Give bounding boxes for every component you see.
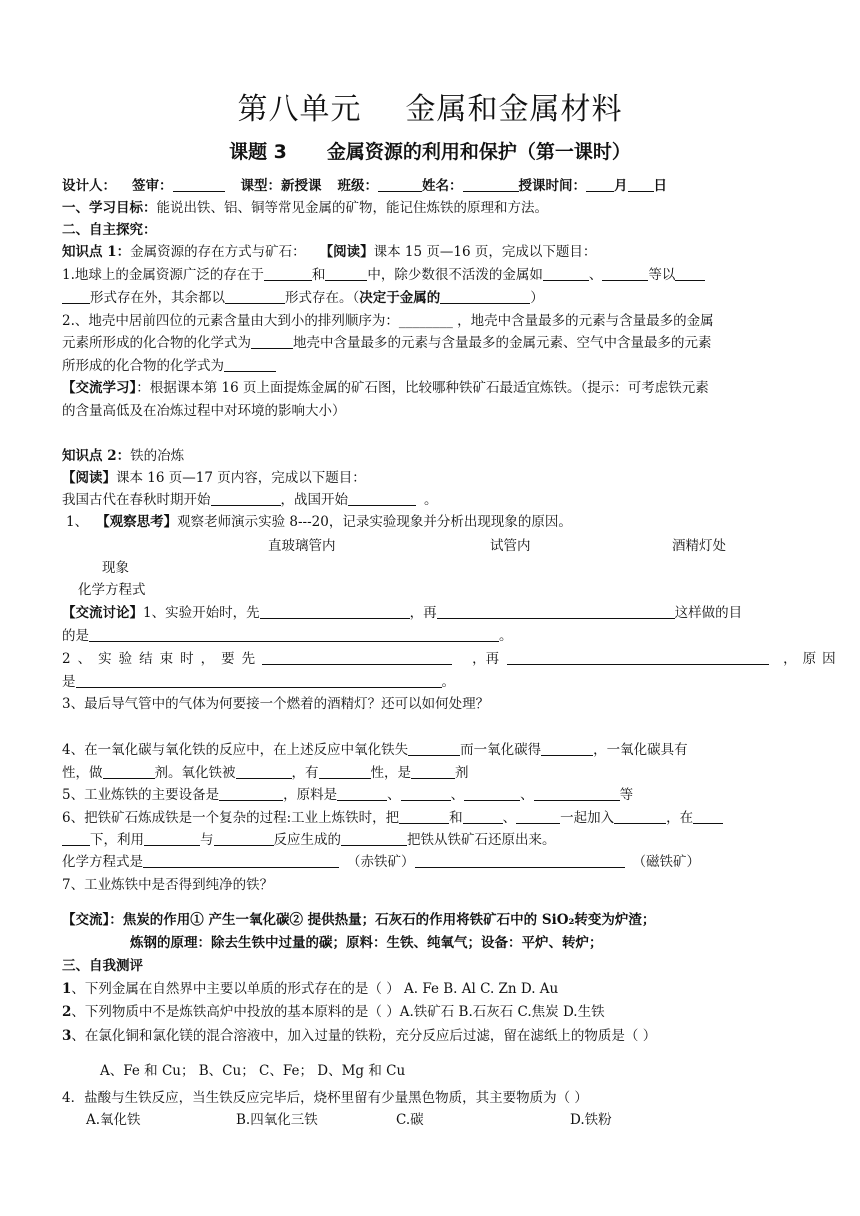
text: 形式存在外，其余都以 bbox=[90, 290, 225, 306]
text: 所形成的化合物的化学式为 bbox=[62, 358, 224, 374]
blank bbox=[348, 491, 416, 506]
title-unit: 第八单元 bbox=[237, 92, 362, 127]
blank bbox=[411, 764, 455, 779]
blank bbox=[464, 786, 520, 801]
blank bbox=[236, 764, 292, 779]
text: 中，除少数很不活泼的金属如 bbox=[367, 267, 543, 283]
text: ，再 bbox=[409, 605, 437, 621]
disc-1-line1 bbox=[62, 603, 802, 623]
blank bbox=[225, 289, 285, 304]
text: （赤铁矿） bbox=[347, 854, 415, 870]
equation-line bbox=[62, 852, 802, 872]
blank bbox=[440, 289, 530, 304]
blank bbox=[507, 650, 769, 665]
text: 、 bbox=[502, 810, 517, 826]
text: 1.地球上的金属资源广泛的存在于 bbox=[62, 267, 264, 283]
blank bbox=[319, 764, 371, 779]
blank bbox=[399, 809, 449, 824]
text: 性，做 bbox=[62, 765, 103, 781]
text: 是 bbox=[62, 674, 76, 690]
blank bbox=[401, 786, 451, 801]
text: 课本 16 页—17 页内容，完成以下题目： bbox=[116, 470, 366, 486]
text: 1 bbox=[62, 981, 72, 997]
text: 3 bbox=[62, 1028, 72, 1044]
time-label: 授课时间： bbox=[518, 178, 586, 194]
discussion-tag: 【交流讨论】 bbox=[62, 605, 143, 621]
text: 剂 bbox=[455, 765, 469, 781]
subtitle-lesson: 课题 3 bbox=[229, 141, 287, 163]
blank bbox=[437, 604, 675, 619]
text: 4、在一氧化碳与氧化铁的反应中，在上述反应中氧化铁失 bbox=[62, 742, 409, 758]
disc-5 bbox=[62, 785, 802, 805]
text: 1、实验开始时，先 bbox=[143, 605, 260, 621]
blank bbox=[144, 831, 200, 846]
text: 与 bbox=[200, 832, 214, 848]
text: 、 bbox=[450, 787, 465, 803]
test-q4: 4．盐酸与生铁反应，当生铁反应完毕后，烧杯里留有少量黑色物质，其主要物质为（ ） bbox=[62, 1090, 588, 1106]
col-test-tube: 试管内 bbox=[490, 538, 531, 554]
kp1-read-tag: 【阅读】 bbox=[319, 244, 374, 260]
kp1-label: 知识点 1： bbox=[62, 244, 131, 260]
row-phenomenon: 现象 bbox=[102, 560, 129, 576]
text: 。 bbox=[441, 674, 455, 690]
text: ，原因 bbox=[783, 651, 842, 667]
text: ） bbox=[530, 290, 544, 306]
text: 、 bbox=[387, 787, 401, 803]
reviewer-label: 签审： bbox=[132, 178, 173, 194]
row-equation: 化学方程式 bbox=[78, 582, 146, 598]
text: 、 bbox=[588, 267, 603, 283]
blank bbox=[408, 741, 460, 756]
disc-1-line2 bbox=[62, 626, 802, 646]
text: 化学方程式是 bbox=[62, 854, 143, 870]
disc-2-line2 bbox=[62, 672, 802, 692]
kp1-q2-line3 bbox=[62, 356, 802, 376]
observe-tag: 【观察思考】 bbox=[96, 514, 178, 530]
learning-goals bbox=[62, 198, 802, 218]
blank bbox=[251, 334, 293, 349]
kp2-header bbox=[62, 446, 802, 466]
kp2-label: 知识点 2： bbox=[62, 448, 131, 464]
exchange-note-2: 炼钢的原理：除去生铁中过量的碳；原料：生铁、纯氧气；设备：平炉、转炉； bbox=[130, 935, 603, 951]
blank bbox=[62, 289, 90, 304]
blank bbox=[534, 786, 620, 801]
blank bbox=[602, 266, 648, 281]
day-label: 日 bbox=[653, 178, 667, 194]
text: 一起加入 bbox=[560, 810, 615, 826]
text: 5、工业炼铁的主要设备是 bbox=[62, 787, 220, 803]
text: ：根据课本第 16 页上面提炼金属的矿石图，比较哪种铁矿石最适宜炼铁。（提示：可考虑铁元素 bbox=[136, 380, 709, 396]
month-label: 月 bbox=[614, 178, 628, 194]
kp2-read-tag: 【阅读】 bbox=[62, 470, 116, 486]
disc-6-line2 bbox=[62, 830, 802, 850]
text: 。 bbox=[499, 628, 513, 644]
blank bbox=[693, 809, 723, 824]
text: 这样做的目 bbox=[674, 605, 743, 621]
blank bbox=[325, 266, 367, 281]
text: 决定于金属的 bbox=[359, 290, 441, 306]
disc-6-line1 bbox=[62, 808, 802, 828]
section-1-text: 能说出铁、铝、铜等常见金属的矿物，能记住炼铁的原理和方法。 bbox=[156, 200, 548, 216]
option-d: D.铁粉 bbox=[570, 1112, 612, 1128]
text: ，一氧化碳具有 bbox=[593, 742, 688, 758]
month-blank bbox=[586, 177, 614, 192]
text: ，战国开始 bbox=[280, 492, 348, 508]
kp1-header bbox=[62, 242, 802, 262]
class-label: 班级： bbox=[337, 178, 378, 194]
test-q1 bbox=[62, 979, 802, 999]
text: 形式存在。（ bbox=[285, 290, 360, 306]
blank bbox=[415, 853, 625, 868]
blank bbox=[214, 831, 274, 846]
kp1-q2-line2 bbox=[62, 333, 802, 353]
text: （磁铁矿） bbox=[632, 854, 700, 870]
disc-3: 3、最后导气管中的气体为何要接一个燃着的酒精灯？还可以如何处理？ bbox=[62, 696, 490, 712]
text: ，原料是 bbox=[283, 787, 338, 803]
text: 、 bbox=[520, 787, 534, 803]
text: 我国古代在春秋时期开始 bbox=[62, 492, 211, 508]
disc-2-line1 bbox=[62, 649, 842, 669]
text: 、下列金属在自然界中主要以单质的形式存在的是（ ） A. Fe B. Al C. Zn D. Au bbox=[71, 981, 559, 997]
blank bbox=[262, 650, 452, 665]
kp1-q2-line1: 2.、地壳中居前四位的元素含量由大到小的排列顺序为：________ ，地壳中含量最多的元素与含量最多的金属 bbox=[62, 313, 714, 329]
lesson-type: 课型：新授课 bbox=[240, 178, 322, 194]
text: 地壳中含量最多的元素与含量最多的金属元素、空气中含量最多的元素 bbox=[293, 335, 712, 351]
page-subtitle bbox=[0, 137, 860, 164]
text: 反应生成的 bbox=[273, 832, 341, 848]
meta-line bbox=[62, 176, 802, 196]
name-label: 姓名： bbox=[422, 178, 463, 194]
blank bbox=[76, 673, 442, 688]
designer-label: 设计人： bbox=[62, 178, 116, 194]
kp1-q1-line1 bbox=[62, 265, 802, 285]
text: 元素所形成的化合物的化学式为 bbox=[62, 335, 251, 351]
section-3-heading: 三、自我测评 bbox=[62, 958, 143, 974]
title-topic: 金属和金属材料 bbox=[405, 92, 623, 127]
disc-7: 7、工业炼铁中是否得到纯净的铁？ bbox=[62, 877, 274, 893]
text: 和 bbox=[449, 810, 463, 826]
kp2-observe bbox=[66, 512, 802, 532]
disc-4-line2 bbox=[62, 763, 802, 783]
col-alcohol-lamp: 酒精灯处 bbox=[672, 538, 726, 554]
kp1-exchange-line2: 的含量高低及在冶炼过程中对环境的影响大小） bbox=[62, 403, 346, 419]
disc-4-line1 bbox=[62, 740, 802, 760]
text: 6、把铁矿石炼成铁是一个复杂的过程:工业上炼铁时，把 bbox=[62, 810, 400, 826]
blank bbox=[219, 786, 283, 801]
blank bbox=[541, 741, 593, 756]
blank bbox=[543, 266, 589, 281]
page-title bbox=[0, 84, 860, 128]
section-1-heading: 一、学习目标： bbox=[62, 200, 157, 216]
text: 剂。氧化铁被 bbox=[154, 765, 236, 781]
kp1-q1-line2 bbox=[62, 288, 802, 308]
subtitle-topic: 金属资源的利用和保护（第一课时） bbox=[326, 141, 631, 163]
kp1-exchange-line1 bbox=[62, 378, 802, 398]
text: 把铁从铁矿石还原出来。 bbox=[407, 832, 556, 848]
option-a: A.氧化铁 bbox=[86, 1112, 141, 1128]
exchange-tag: 【交流学习】 bbox=[62, 380, 137, 396]
blank bbox=[337, 786, 387, 801]
text: 等 bbox=[619, 787, 634, 803]
kp1-read-text: 课本 15 页—16 页，完成以下题目： bbox=[373, 244, 597, 260]
test-q3 bbox=[62, 1026, 802, 1046]
blank bbox=[260, 604, 410, 619]
kp2-history bbox=[62, 490, 802, 510]
text: 而一氧化碳得 bbox=[460, 742, 542, 758]
blank bbox=[341, 831, 407, 846]
blank bbox=[675, 266, 705, 281]
name-blank bbox=[463, 177, 519, 192]
blank bbox=[463, 809, 503, 824]
blank bbox=[143, 853, 339, 868]
text: 2、实验结束时，要先 bbox=[62, 651, 263, 667]
section-2-heading: 二、自主探究： bbox=[62, 222, 157, 238]
text: 下，利用 bbox=[90, 832, 144, 848]
blank bbox=[264, 266, 312, 281]
blank bbox=[211, 491, 281, 506]
text: 观察老师演示实验 8---20，记录实验现象并分析出现现象的原因。 bbox=[177, 514, 572, 530]
blank bbox=[103, 764, 155, 779]
col-glass-tube: 直玻璃管内 bbox=[268, 538, 336, 554]
blank bbox=[62, 831, 90, 846]
text: 的是 bbox=[62, 628, 89, 644]
text: ，在 bbox=[666, 810, 694, 826]
text: 等以 bbox=[648, 267, 676, 283]
text: 。 bbox=[424, 492, 438, 508]
kp2-title: 铁的冶炼 bbox=[130, 448, 185, 464]
option-b: B.四氧化三铁 bbox=[236, 1112, 318, 1128]
class-blank bbox=[378, 177, 422, 192]
test-q3-options: A、Fe 和 Cu； B、Cu； C、Fe； D、Mg 和 Cu bbox=[100, 1063, 406, 1079]
text: 性，是 bbox=[370, 765, 411, 781]
kp1-title: 金属资源的存在方式与矿石： bbox=[130, 244, 306, 260]
kp2-read bbox=[62, 468, 802, 488]
blank bbox=[516, 809, 560, 824]
text: 、下列物质中不是炼铁高炉中投放的基本原料的是（ ）A.铁矿石 B.石灰石 C.焦炭 D.生铁 bbox=[71, 1004, 605, 1020]
text: 、在氯化铜和氯化镁的混合溶液中，加入过量的铁粉，充分反应后过滤，留在滤纸上的物质是（ ） bbox=[71, 1028, 657, 1044]
text: 1、 bbox=[66, 514, 89, 530]
exchange-note-1: 【交流】：焦炭的作用① 产生一氧化碳② 提供热量；石灰石的作用将铁矿石中的 SiO₂转变为炉渣； bbox=[62, 912, 656, 928]
text: 和 bbox=[311, 267, 326, 283]
test-q2 bbox=[62, 1002, 802, 1022]
text: ，有 bbox=[291, 765, 319, 781]
blank bbox=[89, 627, 499, 642]
text: 2 bbox=[62, 1004, 72, 1020]
day-blank bbox=[628, 177, 654, 192]
text: ，再 bbox=[472, 651, 500, 667]
option-c: C.碳 bbox=[396, 1112, 424, 1128]
blank bbox=[614, 809, 666, 824]
reviewer-blank bbox=[173, 177, 225, 192]
blank bbox=[224, 357, 276, 372]
